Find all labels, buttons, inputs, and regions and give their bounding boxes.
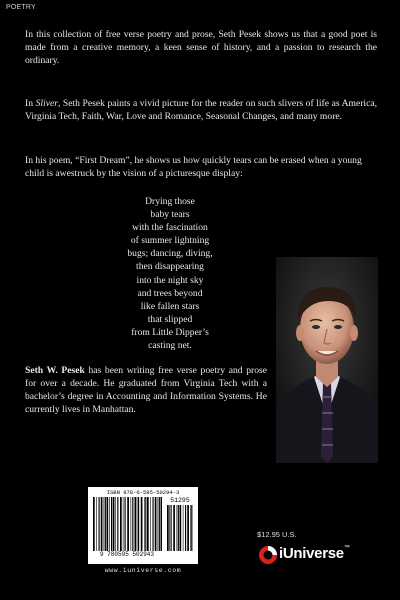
sliver-paragraph xyxy=(25,97,377,123)
barcode-bar xyxy=(135,497,137,551)
barcode-bar xyxy=(183,505,184,551)
barcode-bar xyxy=(123,497,124,551)
barcode-bar xyxy=(113,497,115,551)
barcode-bar xyxy=(178,505,179,551)
barcode-bar xyxy=(158,497,159,551)
poem-excerpt xyxy=(100,195,240,352)
poem-line: casting net. xyxy=(148,340,192,352)
barcode-bar xyxy=(109,497,110,551)
barcode xyxy=(88,487,198,564)
iuniverse-logo-icon xyxy=(258,545,278,565)
barcode-bar xyxy=(117,497,118,551)
poem-line: bugs; dancing, diving, xyxy=(127,248,213,260)
barcode-bar xyxy=(111,497,112,551)
sliver-paragraph-rest: , Seth Pesek paints a vivid picture for the reader on such slivers of life as America, Virginia Tech, Faith, War, Love and Romance, Seasonal Changes, and many more. xyxy=(25,98,378,122)
barcode-bar xyxy=(187,505,189,551)
barcode-bar xyxy=(185,505,186,551)
poem-line: and trees beyond xyxy=(137,287,203,299)
barcode-bar xyxy=(105,497,106,551)
publisher-url: www.iuniverse.com xyxy=(104,567,182,574)
barcode-supplement-digits: 51295 xyxy=(170,497,190,504)
book-title: Sliver xyxy=(35,98,58,109)
barcode-bar xyxy=(141,497,143,551)
poem-line: like fallen stars xyxy=(140,300,200,312)
poem-line: Drying those xyxy=(145,196,195,207)
price: $12.95 U.S. xyxy=(257,530,297,539)
poem-line: into the night sky xyxy=(136,274,204,286)
first-dream-paragraph: In his poem, “First Dream”, he shows us how quickly tears can be erased when a young child is awestruck by the vision of a picturesque display: xyxy=(25,155,362,179)
author-name: Seth W. Pesek xyxy=(25,365,85,376)
barcode-bar xyxy=(161,497,163,551)
poem-line: with the fascination xyxy=(132,222,208,234)
barcode-bar xyxy=(125,497,126,551)
barcode-bar xyxy=(120,497,122,551)
barcode-bar xyxy=(138,497,139,551)
barcode-digits: 9 780595 502943 xyxy=(99,551,154,558)
barcode-bar xyxy=(115,497,116,551)
poem-line: that slipped xyxy=(147,313,193,325)
author-portrait-image xyxy=(276,257,378,463)
poem-line: of summer lightning xyxy=(130,235,210,247)
barcode-bars xyxy=(92,497,162,551)
barcode-bar xyxy=(93,497,95,551)
poem-line: then disappearing xyxy=(136,261,204,273)
barcode-bar xyxy=(104,497,105,551)
barcode-bar xyxy=(127,497,129,551)
barcode-bar xyxy=(159,497,160,551)
barcode-bar xyxy=(150,497,151,551)
publisher-name-text: iUniverse xyxy=(279,545,344,562)
barcode-bar xyxy=(177,505,178,551)
barcode-bar xyxy=(173,505,175,551)
publisher-name xyxy=(279,545,350,562)
category-label: POETRY xyxy=(6,4,36,11)
author-bio-text: has been writing free verse poetry and prose for over a decade. He graduated from Virginia Tech with a bachelor’s degree in Accounting and Information Systems. He currently lives in Manhattan. xyxy=(25,365,267,415)
poem-line: baby tears xyxy=(150,209,190,221)
publisher-logo xyxy=(258,544,358,566)
author-photo xyxy=(276,257,378,463)
barcode-bar xyxy=(137,497,138,551)
barcode-bar xyxy=(132,497,133,551)
poem-line: from Little Dipper’s xyxy=(131,326,209,338)
barcode-bar xyxy=(107,497,109,551)
barcode-bar xyxy=(153,497,154,551)
barcode-bar xyxy=(180,505,182,551)
barcode-bar xyxy=(147,497,149,551)
barcode-bar xyxy=(171,505,172,551)
barcode-bar xyxy=(145,497,146,551)
sliver-paragraph-prefix: In xyxy=(25,98,36,109)
barcode-bar xyxy=(190,505,191,551)
barcode-bar xyxy=(131,497,132,551)
isbn-text: ISBN 978-0-595-50294-3 xyxy=(106,489,180,496)
barcode-bar xyxy=(191,505,192,551)
barcode-supplement-bars xyxy=(166,505,194,551)
barcode-bar xyxy=(169,505,170,551)
trademark-symbol: ™ xyxy=(343,545,350,551)
barcode-bar xyxy=(101,497,103,551)
barcode-bar xyxy=(144,497,145,551)
barcode-bar xyxy=(167,505,169,551)
barcode-bar xyxy=(155,497,157,551)
intro-paragraph: In this collection of free verse poetry and prose, Seth Pesek shows us that a good poet is made from a creative memory, a keen sense of history, and a passion to research the ordinary. xyxy=(25,29,377,66)
barcode-bar xyxy=(96,497,97,551)
barcode-bar xyxy=(99,497,100,551)
author-bio xyxy=(25,364,267,416)
